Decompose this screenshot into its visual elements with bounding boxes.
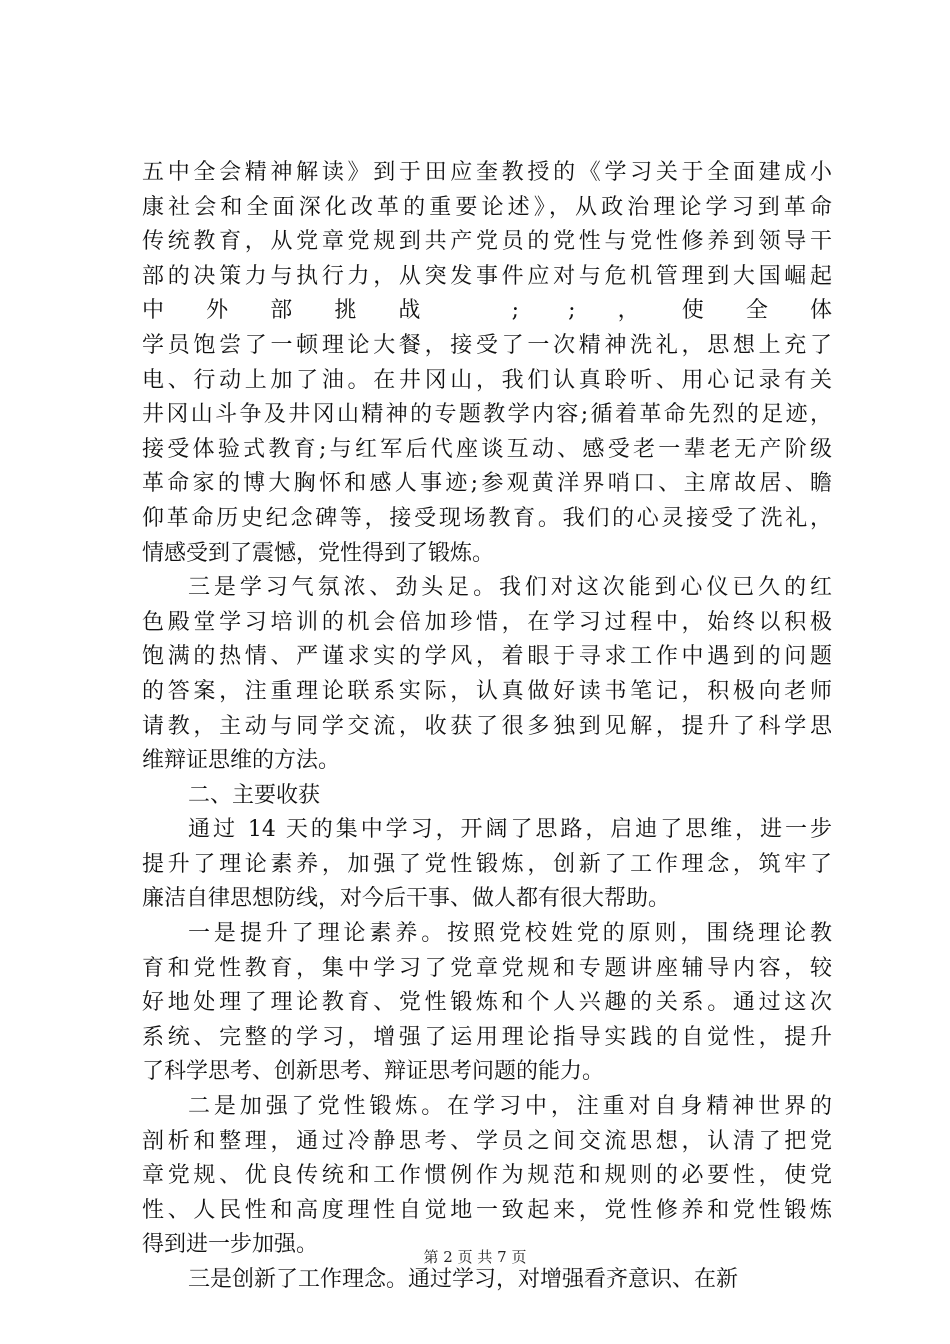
text-line: 部的决策力与执行力，从突发事件应对与危机管理到大国崛起 [142,263,832,289]
text-line: 的答案，注重理论联系实际，认真做好读书笔记，积极向老师 [142,678,832,704]
text-line: 三是创新了工作理念。通过学习，对增强看齐意识、在新 [188,1267,739,1292]
text-line: 维辩证思维的方法。 [142,748,341,774]
text-line: 性、人民性和高度理性自觉地一致起来，党性修养和党性锻炼 [142,1197,832,1223]
document-body [142,156,832,1298]
text-line: 仰革命历史纪念碑等，接受现场教育。我们的心灵接受了洗礼， [142,505,832,531]
text-line: 饱满的热情、严谨求实的学风，着眼于寻求工作中遇到的问题 [142,644,832,670]
text-line: 革命家的博大胸怀和感人事迹;参观黄洋界哨口、主席故居、瞻 [142,471,832,497]
text-line: 了科学思考、创新思考、辩证思考问题的能力。 [142,1059,605,1085]
text-line: 电、行动上加了油。在井冈山，我们认真聆听、用心记录有关 [142,367,832,393]
text-line: 系统、完整的学习，增强了运用理论指导实践的自觉性，提升 [142,1024,832,1050]
text-line: 得到进一步加强。 [142,1232,319,1258]
text-line: 剖析和整理，通过冷静思考、学员之间交流思想，认清了把党 [142,1128,832,1154]
text-line: 好地处理了理论教育、党性锻炼和个人兴趣的关系。通过这次 [142,990,832,1016]
text-line: 二、主要收获 [188,782,321,808]
text-line: 传统教育，从党章党规到共产党员的党性与党性修养到领导干 [142,229,832,255]
text-line: 育和党性教育，集中学习了党章党规和专题讲座辅导内容，较 [142,955,832,981]
text-line: 请教，主动与同学交流，收获了很多独到见解，提升了科学思 [142,713,832,739]
text-line: 廉洁自律思想防线，对今后干事、做人都有很大帮助。 [142,886,671,912]
text-line: 井冈山斗争及井冈山精神的专题教学内容;循着革命先烈的足迹， [142,402,832,428]
text-line: 色殿堂学习培训的机会倍加珍惜，在学习过程中，始终以积极 [142,609,832,635]
text-line: 情感受到了震憾，党性得到了锻炼。 [142,540,495,566]
page-footer: 第 2 页 共 7 页 [423,1248,527,1266]
text-line: 提升了理论素养，加强了党性锻炼，创新了工作理念，筑牢了 [142,851,832,877]
text-line: 二是加强了党性锻炼。在学习中，注重对自身精神世界的 [188,1094,832,1120]
text-line: 通过 14 天的集中学习，开阔了思路，启迪了思维，进一步 [188,817,832,843]
text-line: 学员饱尝了一顿理论大餐，接受了一次精神洗礼，思想上充了 [142,332,832,358]
text-line: 康社会和全面深化改革的重要论述》，从政治理论学习到革命 [142,194,832,220]
text-line: 章党规、优良传统和工作惯例作为规范和规则的必要性，使党 [142,1163,832,1189]
text-line: 三是学习气氛浓、劲头足。我们对这次能到心仪已久的红 [188,575,832,601]
text-line: 中外部挑战 ; ;，使全体 [142,298,832,324]
text-line: 五中全会精神解读》到于田应奎教授的《学习关于全面建成小 [142,160,832,185]
text-line: 一是提升了理论素养。按照党校姓党的原则，围绕理论教 [188,921,832,947]
text-line: 接受体验式教育;与红军后代座谈互动、感受老一辈老无产阶级 [142,436,832,462]
